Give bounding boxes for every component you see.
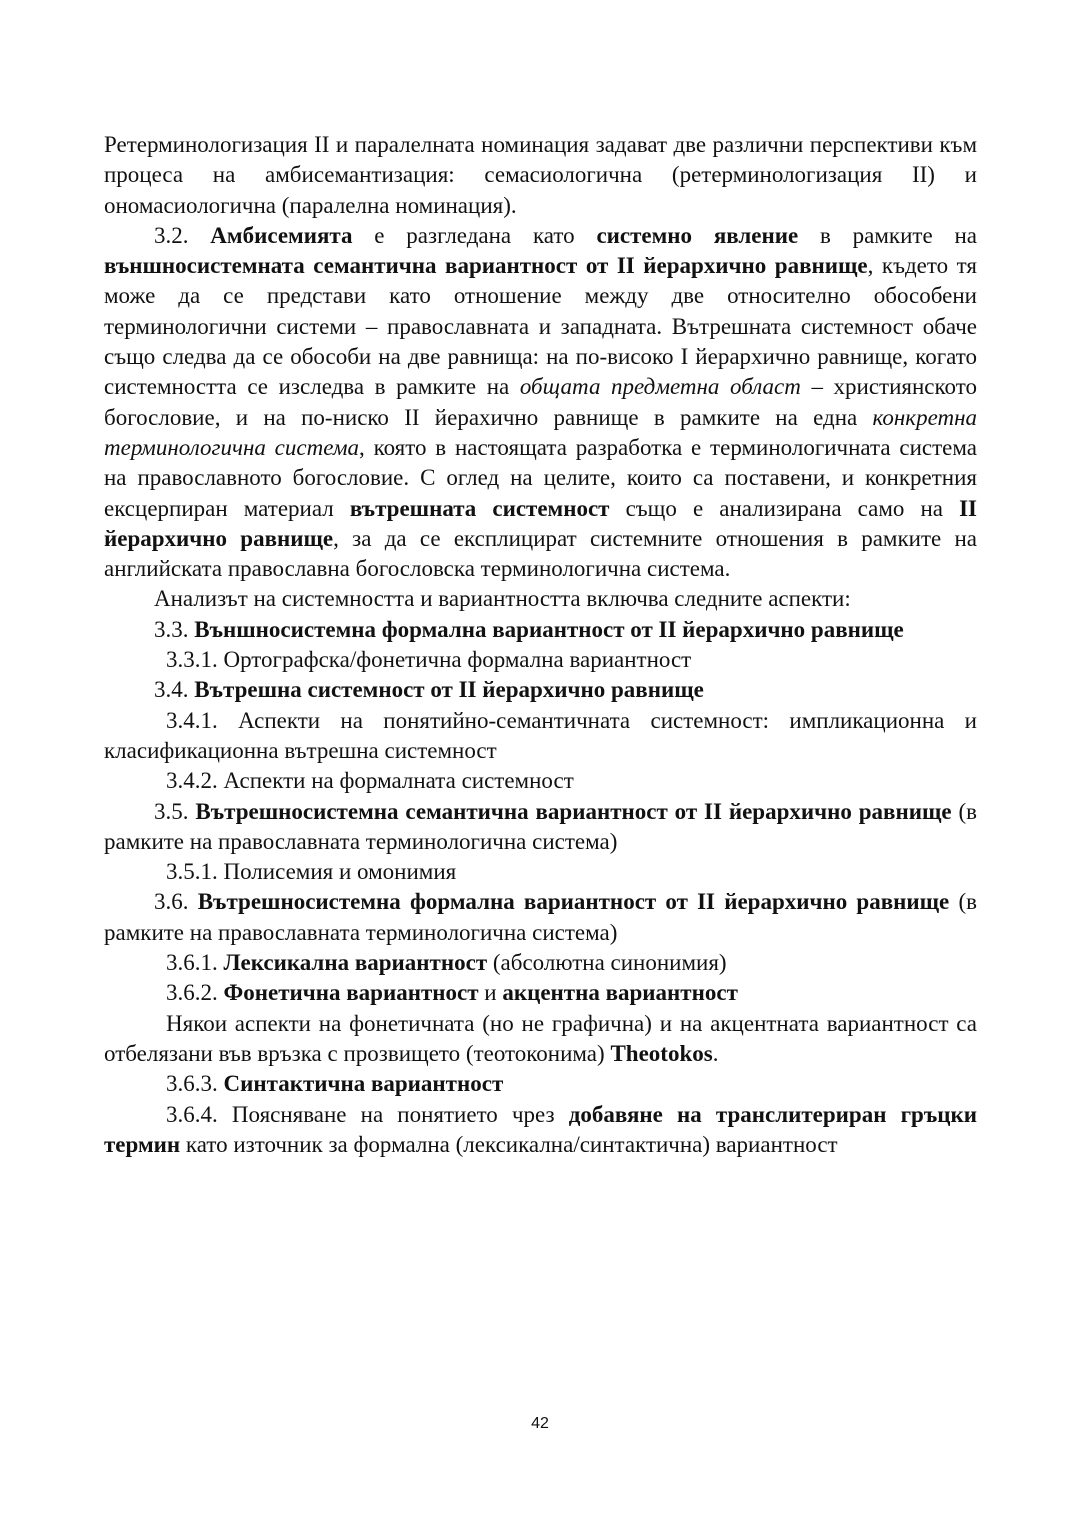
item-3-4-1 [104,706,977,767]
text: 3.5.1. Полисемия и омонимия [166,859,457,885]
text: 3.4.2. Аспекти на формалната системност [166,768,574,794]
text: 3.3.1. Ортографска/фонетична формална вариантност [166,647,692,673]
text: е разгледана като [352,222,597,248]
heading-3-4 [104,675,977,705]
text: Анализът на системността и вариантността включва следните аспекти: [154,586,851,612]
bold-term: акцентна вариантност [502,980,738,1006]
bold-term: Theotokos [610,1040,713,1066]
text: в рамките на [798,222,977,248]
bold-term: външносистемната семантична вариантност от II йерархично равнище [104,253,868,279]
bold-heading: Външносистемна формална вариантност от II йерархично равнище [194,616,904,642]
text: 3.4.1. Аспекти на понятийно-семантичната системност: импликационна и класификационна вътрешна системност [104,707,977,763]
section-number: 3.6.4. [166,1101,232,1127]
item-3-6-3 [104,1069,977,1099]
section-number: 3.6. [154,889,198,915]
section-number: 3.5. [154,798,196,824]
text: (в рамките на православната терминологична система) [104,798,977,854]
paragraph-analysis-intro [104,584,977,614]
item-3-6-2 [104,978,977,1008]
text: , за да се експлицират системните отношения в рамките на английската православна богословска терминологична система. [104,525,977,582]
section-number: 3.3. [154,616,195,642]
text: Някои аспекти на фонетичната (но не графична) и на акцентната вариантност са отбелязани във връзка с прозвището (теотоконима) [104,1010,977,1066]
text: (в рамките на православната терминологична система) [104,889,977,945]
text: като източник за формална (лексикална/синтактична) вариантност [180,1131,838,1157]
page-body [104,130,977,1160]
bold-term: системно явление [596,222,799,248]
heading-3-5 [104,797,977,858]
section-number: 3.4. [154,677,195,703]
bold-heading: Вътрешносистемна семантична вариантност от II йерархично равнище [195,798,952,824]
paragraph-theotokos [104,1009,977,1070]
bold-term: II йерархично равнище [104,495,978,551]
text: (абсолютна синонимия) [487,950,727,976]
bold-term: Амбисемията [210,222,353,248]
paragraph-1 [104,130,977,221]
item-3-4-2 [104,766,977,796]
bold-term: Фонетична вариантност [223,980,479,1006]
bold-heading: Вътрешна системност от II йерархично равнище [194,677,704,703]
section-number: 3.2. [154,222,211,248]
text: , която в настоящата разработка е терминологичната система на православното богословие. С оглед на целите, които са поставени, и конкретния ексцерпиран материал [104,434,977,521]
item-3-6-1 [104,948,977,978]
bold-term: Лексикална вариантност [223,950,488,976]
italic-term: конкретна терминологична система [104,404,977,460]
item-3-3-1 [104,645,977,675]
bold-term: Синтактична вариантност [223,1071,504,1097]
heading-3-3 [104,615,977,645]
text: – християнското богословие, и на по-ниско II йерахично равнище в рамките на една [104,374,977,430]
section-number: 3.6.3. [166,1071,224,1097]
text: Поясняване на понятието чрез [231,1101,569,1127]
bold-term: вътрешната системност [349,495,610,521]
item-3-5-1 [104,857,977,887]
bold-heading: Вътрешносистемна формална вариантност от II йерархично равнище [197,889,950,915]
bold-term: добавяне на транслитериран гръцки термин [104,1101,977,1157]
paragraph-3-2 [104,221,977,585]
text: Ретерминологизация II и паралелната номинация задават две различни перспективи към процеса на амбисемантизация: семасиологична (ретерминологизация II) и ономасиологична (паралелна номинация). [104,132,977,218]
italic-term: общата предметна област [519,374,801,400]
section-number: 3.6.2. [166,980,224,1006]
text: . [712,1040,719,1066]
page-number: 42 [531,1415,549,1432]
item-3-6-4 [104,1100,977,1161]
text: и [478,980,503,1006]
section-number: 3.6.1. [166,950,224,976]
text: също е анализирана само на [609,495,960,521]
heading-3-6 [104,887,977,948]
text: , където тя може да се представи като отношение между две относително обособени терминологични системи – православната и западната. Вътрешната системност обаче също следва да се обособи на две равнища: на по-високо I йерархично равнище, когато системността се изследва в рамките на [104,253,977,400]
